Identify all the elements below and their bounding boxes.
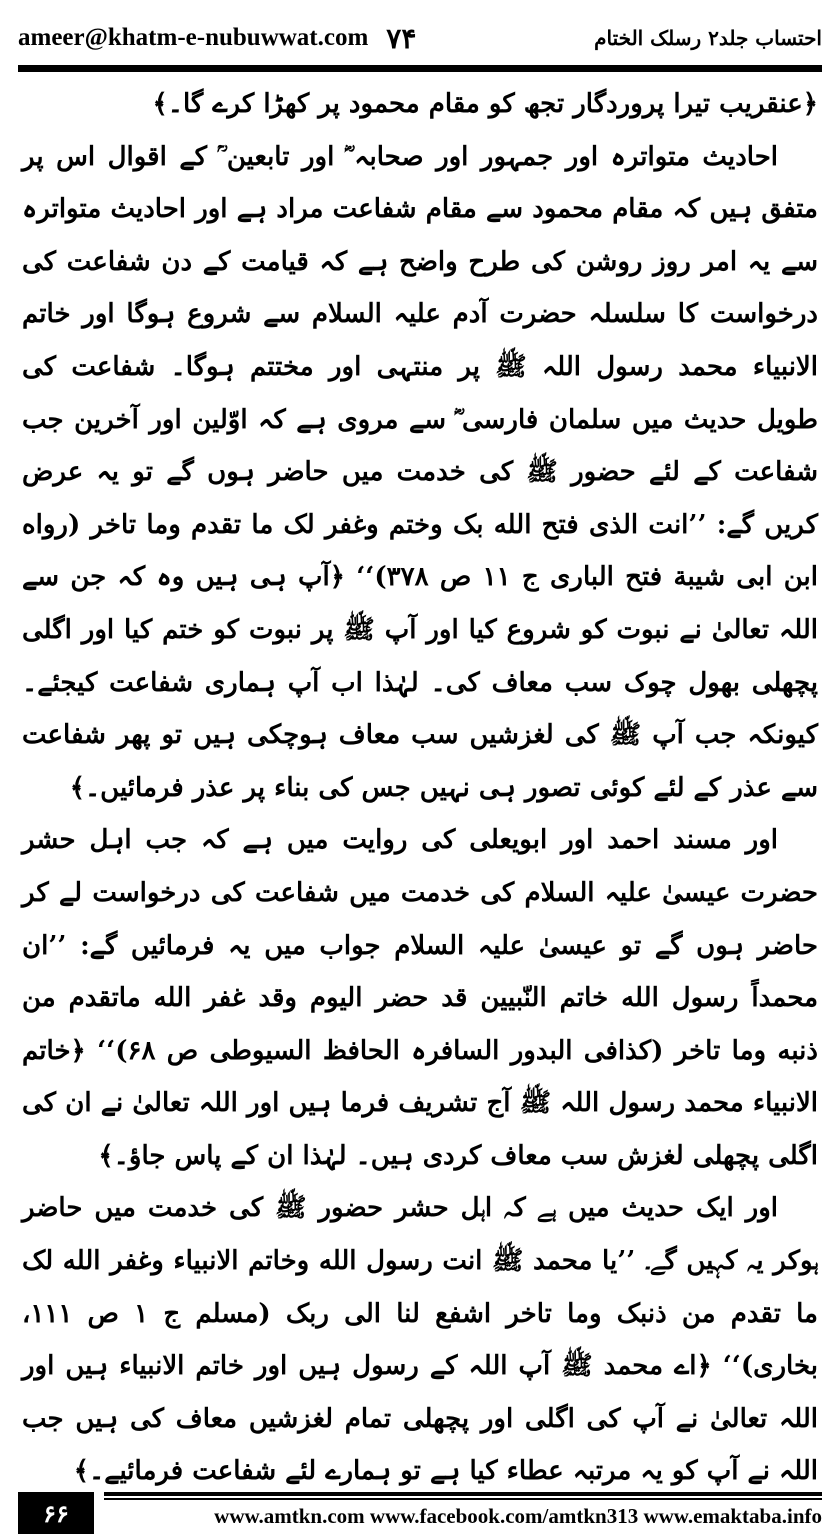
header-rule: [18, 65, 822, 72]
page-body: [22, 78, 819, 1487]
paragraph-2: اور مسند احمد اور ابویعلی کی روایت میں ہے کہ جب اہل حشر حضرت عیسیٰ علیہ السلام کی خدمت میں شفاعت کی درخواست لے کر حاضر ہوں گے تو عیسیٰ علیہ السلام جواب میں یہ فرمائیں گے: ’’ان محمداً رسول الله خاتم النّبیین قد حضر الیوم وقد غفر الله ماتقدم من ذنبه وما تاخر (کذافی البدور السافرہ الحافظ السیوطی ص ۶۸)‘‘ ﴿خاتم الانبیاء محمد رسول اللہ ﷺ آج تشریف فرما ہیں اور اللہ تعالیٰ نے ان کی اگلی پچھلی لغزش سب معاف کردی ہیں۔ لہٰذا ان کے پاس جاؤ۔﴾: [22, 825, 818, 1171]
page-header: [18, 14, 822, 62]
paragraph-verse: ﴿عنقریب تیرا پروردگار تجھ کو مقام محمود پر کھڑا کرے گا۔﴾: [152, 89, 818, 119]
footer-rule-thick: [104, 1492, 822, 1496]
footer-urls[interactable]: www.amtkn.com www.facebook.com/amtkn313 www.emaktaba.info: [214, 1504, 822, 1528]
header-email[interactable]: ameer@khatm-e-nubuwwat.com: [18, 24, 369, 51]
paragraph-1: احادیث متواترہ اور جمہور اور صحابہ ؓ اور تابعین ؒ کے اقوال اس پر متفق ہیں کہ مقام محمود سے مقام شفاعت مراد ہے اور احادیث متواترہ سے یہ امر روز روشن کی طرح واضح ہے کہ قیامت کے دن شفاعت کی درخواست کا سلسلہ حضرت آدم علیہ السلام سے شروع ہوگا اور خاتم الانبیاء محمد رسول اللہ ﷺ پر منتہی اور مختتم ہوگا۔ شفاعت کی طویل حدیث میں سلمان فارسی ؓ سے مروی ہے کہ اوّلین اور آخرین جب شفاعت کے لئے حضور ﷺ کی خدمت میں حاضر ہوں گے تو یہ عرض کریں گے: ’’انت الذی فتح الله بک وختم وغفر لک ما تقدم وما تاخر (رواه ابن ابی شیبة فتح الباری ج ۱۱ ص ۳۷۸)‘‘ ﴿آپ ہی ہیں وہ کہ جن سے اللہ تعالیٰ نے نبوت کو شروع کیا اور آپ ﷺ پر نبوت کو ختم کیا اور اگلی پچھلی بھول چوک سب معاف کی۔ لہٰذا اب آپ ہماری شفاعت کیجئے۔ کیونکہ جب آپ ﷺ کی لغزشیں سب معاف ہوچکی ہیں تو پھر شفاعت سے عذر کے لئے کوئی تصور ہی نہیں جس کی بناء پر عذر فرمائیں۔﴾: [22, 141, 819, 803]
footer-rule-thin: [104, 1498, 822, 1500]
header-book-title: احتساب جلد۲ رسلک الختام: [594, 26, 822, 50]
page-footer: [18, 1492, 822, 1532]
header-page-number: ۷۴: [386, 21, 417, 55]
header-left: [18, 22, 416, 55]
footer-page-number: ۶۶: [18, 1492, 94, 1534]
paragraph-3: اور ایک حدیث میں ہے کہ اہل حشر حضور ﷺ کی خدمت میں حاضر ہوکر یہ کہیں گے۔ ’’یا محمد ﷺ انت رسول الله وخاتم الانبیاء وغفر الله لک ما تقدم من ذنبک وما تاخر اشفع لنا الی ربک (مسلم ج ۱ ص ۱۱۱، بخاری)‘‘ ﴿اے محمد ﷺ آپ اللہ کے رسول ہیں اور خاتم الانبیاء ہیں اور اللہ تعالیٰ نے آپ کی اگلی اور پچھلی تمام لغزشیں معاف کی ہیں جب اللہ نے آپ کو یہ مرتبہ عطاء کیا ہے تو ہمارے لئے شفاعت فرمائیے۔﴾: [22, 1193, 819, 1487]
